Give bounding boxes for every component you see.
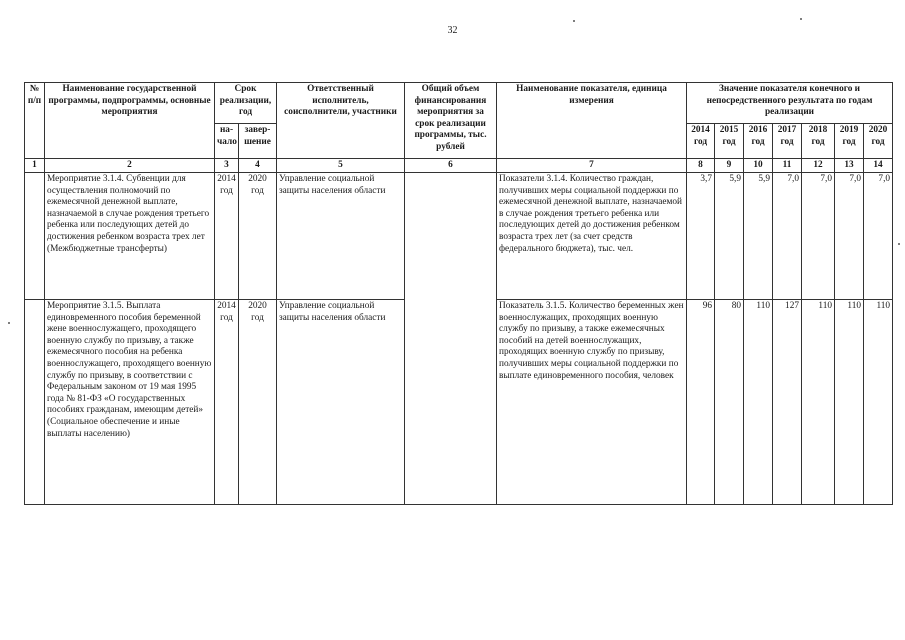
value-2019: 7,0 [835,173,864,300]
column-number: 10 [744,159,773,173]
header-year: 2020 год [864,124,893,159]
header-year: 2016 год [744,124,773,159]
executor: Управление социальной защиты населения области [277,173,405,300]
column-number: 1 [25,159,45,173]
row-num [25,300,45,505]
page-number: 32 [447,25,458,36]
value-2014: 3,7 [687,173,715,300]
column-number: 4 [239,159,277,173]
column-number: 8 [687,159,715,173]
column-number: 7 [497,159,687,173]
header-year: 2018 год [802,124,835,159]
executor: Управление социальной защиты населения области [277,300,405,505]
table-row [25,173,893,300]
value-2018: 110 [802,300,835,505]
scan-speck [800,18,802,20]
column-number: 14 [864,159,893,173]
header-year: 2014 год [687,124,715,159]
value-2016: 5,9 [744,173,773,300]
period-end: 2020 год [239,300,277,505]
header-year: 2015 год [715,124,744,159]
header-values-title: Значение показателя конечного и непосредственного результата по годам реализации [687,83,893,124]
activity-name: Мероприятие 3.1.5. Выплата единовременного пособия беременной жене военнослужащего, проходящего военную службу по призыву, а также ежемесячного пособия на ребенка военнослужащего, проходящего военную службу по призыву, в соответствии с Федеральным законом от 19 мая 1995 года № 81-ФЗ «О государственных пособиях гражданам, имеющим детей» (Социальное обеспечение и иные выплаты населению) [45,300,215,505]
value-2017: 7,0 [773,173,802,300]
value-2017: 127 [773,300,802,505]
scan-speck [573,20,575,22]
header-executor: Ответственный исполнитель, соисполнители, участники [277,83,405,159]
indicator: Показатели 3.1.4. Количество граждан, получивших меры социальной поддержки по ежемесячной денежной выплате, назначаемой в случае рождения третьего ребенка или последующих детей до достижения ребенком возраста трех лет (за счет средств федерального бюджета), тыс. чел. [497,173,687,300]
header-year: 2017 год [773,124,802,159]
column-number: 13 [835,159,864,173]
column-number: 11 [773,159,802,173]
value-2020: 110 [864,300,893,505]
column-number: 3 [215,159,239,173]
header-funding: Общий объем финансирования мероприятия за срок реализации программы, тыс. рублей [405,83,497,159]
period-start: 2014 год [215,173,239,300]
row-num [25,173,45,300]
column-number: 6 [405,159,497,173]
scan-speck [898,243,900,245]
header-period-end: завер-шение [239,124,277,159]
indicator: Показатель 3.1.5. Количество беременных жен военнослужащих, проходящих военную службу по призыву, а также ежемесячных пособий на детей военнослужащих, проходящих военную службу по призыву, получивших меры социальной поддержки по выплате единовременного пособия, человек [497,300,687,505]
column-number: 9 [715,159,744,173]
funding [405,173,497,505]
header-num: № п/п [25,83,45,159]
header-period: Срок реализации, год [215,83,277,124]
scan-speck [8,322,10,324]
program-table [24,82,893,505]
header-year: 2019 год [835,124,864,159]
period-end: 2020 год [239,173,277,300]
value-2020: 7,0 [864,173,893,300]
period-start: 2014 год [215,300,239,505]
value-2014: 96 [687,300,715,505]
column-number: 5 [277,159,405,173]
value-2018: 7,0 [802,173,835,300]
value-2016: 110 [744,300,773,505]
column-number-row [25,159,893,173]
activity-name: Мероприятие 3.1.4. Субвенции для осуществления полномочий по ежемесячной денежной выплате, назначаемой в случае рождения третьего ребенка или последующих детей до достижения ребенком возраста трех лет (Межбюджетные трансферты) [45,173,215,300]
column-number: 12 [802,159,835,173]
value-2019: 110 [835,300,864,505]
header-period-start: на-чало [215,124,239,159]
value-2015: 80 [715,300,744,505]
value-2015: 5,9 [715,173,744,300]
header-name: Наименование государственной программы, подпрограммы, основные мероприятия [45,83,215,159]
column-number: 2 [45,159,215,173]
header-indicator: Наименование показателя, единица измерения [497,83,687,159]
